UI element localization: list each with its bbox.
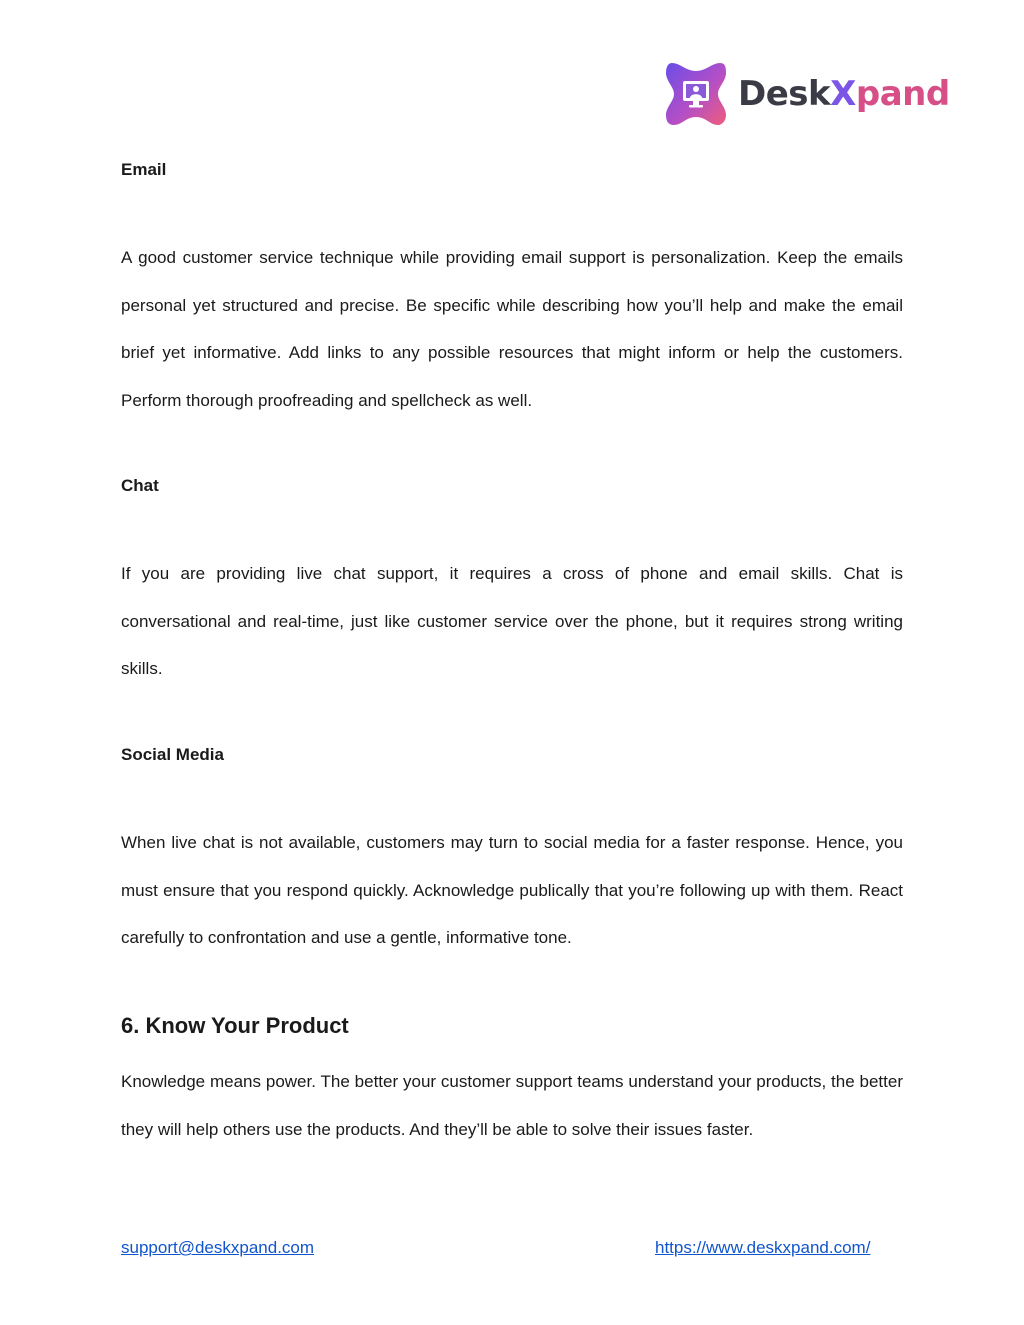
brand-logo: [664, 60, 954, 128]
brand-name-pand: pand: [855, 74, 950, 114]
chat-paragraph: If you are providing live chat support, it requires a cross of phone and email skills. Chat is conversational and real-time, just like customer service over the phone, but it requires strong writing skills.: [121, 564, 903, 679]
social-media-paragraph: When live chat is not available, customers may turn to social media for a faster response. Hence, you must ensure that you respond quickly. Acknowledge publically that you’re following up with them. React carefully to confrontation and use a gentle, informative tone.: [121, 833, 903, 948]
social-media-heading: Social Media: [121, 745, 224, 764]
brand-name-desk: Desk: [738, 74, 831, 114]
deskxpand-logo-icon: [664, 61, 728, 127]
footer-email-link[interactable]: support@deskxpand.com: [121, 1238, 315, 1257]
footer-website-link[interactable]: https://www.deskxpand.com/: [655, 1238, 871, 1257]
chat-heading: Chat: [121, 476, 159, 495]
section-heading-know-your-product: 6. Know Your Product: [121, 1013, 349, 1038]
brand-wordmark: [738, 74, 950, 114]
email-heading: Email: [121, 160, 167, 179]
brand-name-x: X: [830, 74, 856, 114]
know-your-product-paragraph: Knowledge means power. The better your customer support teams understand your products, the better they will help others use the products. And they’ll be able to solve their issues faster.: [121, 1072, 903, 1139]
email-paragraph: A good customer service technique while providing email support is personalization. Keep the emails personal yet structured and precise. Be specific while describing how you’ll help and make the email brief yet informative. Add links to any possible resources that might inform or help the customers. Perform thorough proofreading and spellcheck as well.: [121, 248, 903, 410]
